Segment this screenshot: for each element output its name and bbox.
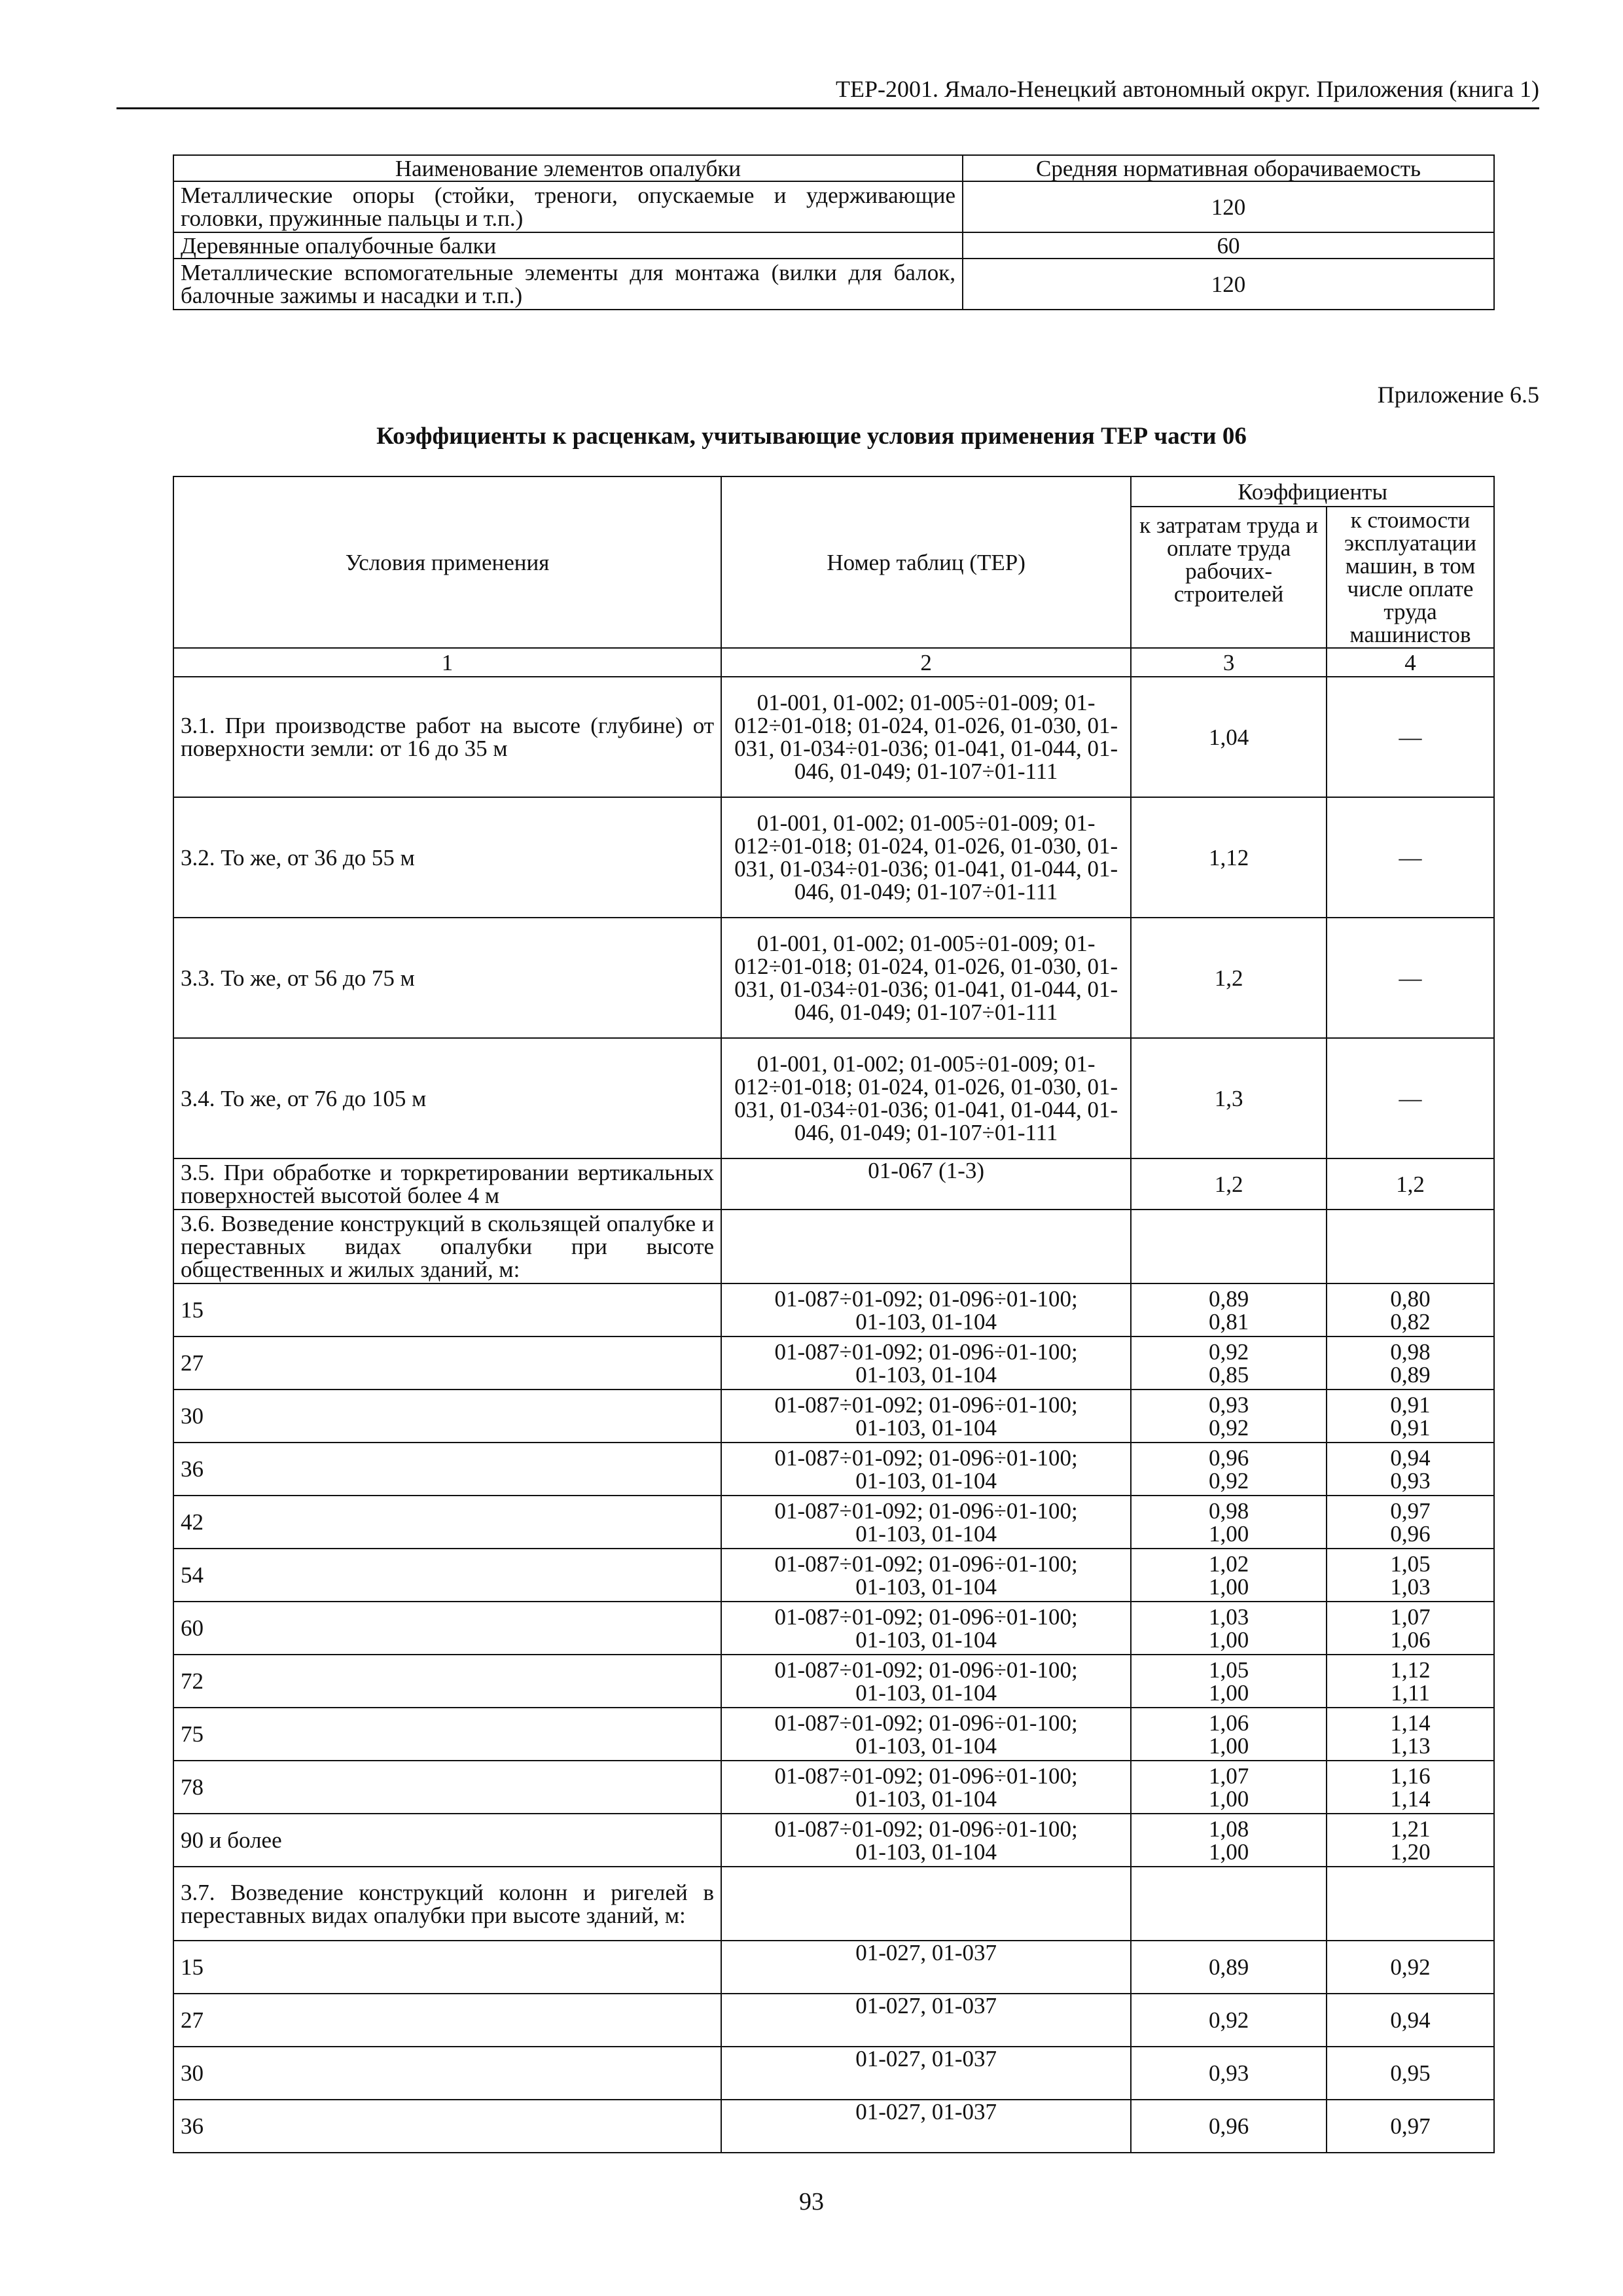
labor-coefficient-line: 0,92 bbox=[1209, 1414, 1249, 1441]
machine-coefficient-line: 0,80 bbox=[1390, 1285, 1431, 1312]
table-row bbox=[173, 1158, 1494, 1210]
tables-text bbox=[721, 1549, 1131, 1602]
empty-cell bbox=[1131, 1210, 1327, 1283]
condition-text: 3.2. То же, от 36 до 55 м bbox=[173, 797, 721, 918]
tables-text bbox=[721, 1283, 1131, 1336]
machine-coefficient bbox=[1327, 1655, 1494, 1708]
column-header-coefficients: Коэффициенты bbox=[1131, 476, 1494, 507]
tables-text-line: 01-087÷01-092; 01-096÷01-100; bbox=[774, 1551, 1078, 1577]
table-row bbox=[173, 2047, 1494, 2100]
empty-cell bbox=[1327, 1210, 1494, 1283]
tables-text-line: 01-103, 01-104 bbox=[855, 1414, 997, 1441]
machine-coefficient bbox=[1327, 1549, 1494, 1602]
machine-coefficient-line: 0,82 bbox=[1390, 1308, 1431, 1335]
tables-text: 01-027, 01-037 bbox=[721, 2047, 1131, 2100]
labor-coefficient-line: 1,00 bbox=[1209, 1732, 1249, 1759]
tables-text bbox=[721, 1443, 1131, 1496]
labor-coefficient: 1,2 bbox=[1131, 1158, 1327, 1210]
labor-coefficient-line: 0,92 bbox=[1209, 1338, 1249, 1365]
column-number: 1 bbox=[173, 648, 721, 677]
machine-coefficient: 1,2 bbox=[1327, 1158, 1494, 1210]
tables-text-line: 01-087÷01-092; 01-096÷01-100; bbox=[774, 1763, 1078, 1789]
table-row bbox=[173, 1443, 1494, 1496]
labor-coefficient-line: 0,93 bbox=[1209, 1391, 1249, 1418]
table-row bbox=[173, 1655, 1494, 1708]
machine-coefficient-line: 1,14 bbox=[1390, 1710, 1431, 1736]
section-heading-row bbox=[173, 1210, 1494, 1283]
machine-coefficient: — bbox=[1327, 797, 1494, 918]
table-row bbox=[173, 1602, 1494, 1655]
labor-coefficient bbox=[1131, 1602, 1327, 1655]
formwork-turnover-table bbox=[173, 154, 1495, 310]
tables-text bbox=[721, 1602, 1131, 1655]
tables-text-line: 01-103, 01-104 bbox=[855, 1679, 997, 1706]
machine-coefficient-line: 0,91 bbox=[1390, 1391, 1431, 1418]
condition-text: 3.3. То же, от 56 до 75 м bbox=[173, 918, 721, 1038]
column-number: 3 bbox=[1131, 648, 1327, 677]
table-row bbox=[173, 1390, 1494, 1443]
table-row bbox=[173, 1496, 1494, 1549]
section-heading-row bbox=[173, 1867, 1494, 1941]
labor-coefficient bbox=[1131, 1655, 1327, 1708]
labor-coefficient-line: 1,07 bbox=[1209, 1763, 1249, 1789]
column-header-elements: Наименование элементов опалубки bbox=[173, 155, 963, 181]
machine-coefficient: — bbox=[1327, 677, 1494, 797]
table-row bbox=[173, 1941, 1494, 1994]
tables-text bbox=[721, 1390, 1131, 1443]
building-height: 90 и более bbox=[173, 1814, 721, 1867]
labor-coefficient bbox=[1131, 1443, 1327, 1496]
labor-coefficient bbox=[1131, 1549, 1327, 1602]
building-height: 36 bbox=[173, 2100, 721, 2153]
machine-coefficient-line: 0,89 bbox=[1390, 1361, 1431, 1388]
table-header-row bbox=[173, 155, 1494, 181]
labor-coefficient bbox=[1131, 1390, 1327, 1443]
column-number-row bbox=[173, 648, 1494, 677]
labor-coefficient: 0,89 bbox=[1131, 1941, 1327, 1994]
machine-coefficient-line: 0,97 bbox=[1390, 1498, 1431, 1524]
machine-coefficient bbox=[1327, 1443, 1494, 1496]
table-row bbox=[173, 1761, 1494, 1814]
building-height: 30 bbox=[173, 1390, 721, 1443]
table-header-row bbox=[173, 476, 1494, 507]
turnover-value: 60 bbox=[963, 232, 1494, 259]
tables-text bbox=[721, 1814, 1131, 1867]
column-header-turnover: Средняя нормативная оборачиваемость bbox=[963, 155, 1494, 181]
tables-text: 01-001, 01-002; 01-005÷01-009; 01-012÷01-018; 01-024, 01-026, 01-030, 01-031, 01-034÷01-036; 01-041, 01-044, 01-046, 01-049; 01-107÷01-111 bbox=[721, 797, 1131, 918]
table-row bbox=[173, 1814, 1494, 1867]
section-heading: 3.6. Возведение конструкций в скользящей опалубке и переставных видах опалубки при высоте общественных и жилых зданий, м: bbox=[173, 1210, 721, 1283]
machine-coefficient bbox=[1327, 1283, 1494, 1336]
labor-coefficient-line: 1,03 bbox=[1209, 1604, 1249, 1630]
labor-coefficient bbox=[1131, 1283, 1327, 1336]
labor-coefficient: 1,04 bbox=[1131, 677, 1327, 797]
table-row bbox=[173, 1336, 1494, 1390]
machine-coefficient bbox=[1327, 1336, 1494, 1390]
table-row bbox=[173, 259, 1494, 310]
table-row bbox=[173, 677, 1494, 797]
machine-coefficient bbox=[1327, 1761, 1494, 1814]
empty-cell bbox=[721, 1210, 1131, 1283]
building-height: 42 bbox=[173, 1496, 721, 1549]
labor-coefficient-line: 1,02 bbox=[1209, 1551, 1249, 1577]
machine-coefficient-line: 0,91 bbox=[1390, 1414, 1431, 1441]
tables-text-line: 01-103, 01-104 bbox=[855, 1573, 997, 1600]
machine-coefficient-line: 1,07 bbox=[1390, 1604, 1431, 1630]
tables-text-line: 01-103, 01-104 bbox=[855, 1732, 997, 1759]
tables-text: 01-027, 01-037 bbox=[721, 1994, 1131, 2047]
page-number: 93 bbox=[799, 2188, 824, 2215]
tables-text-line: 01-103, 01-104 bbox=[855, 1467, 997, 1494]
table-row bbox=[173, 1708, 1494, 1761]
tables-text-line: 01-087÷01-092; 01-096÷01-100; bbox=[774, 1444, 1078, 1471]
machine-coefficient-line: 1,12 bbox=[1390, 1657, 1431, 1683]
table-row bbox=[173, 1994, 1494, 2047]
machine-coefficient: 0,92 bbox=[1327, 1941, 1494, 1994]
tables-text-line: 01-087÷01-092; 01-096÷01-100; bbox=[774, 1604, 1078, 1630]
labor-coefficient-line: 1,06 bbox=[1209, 1710, 1249, 1736]
turnover-value: 120 bbox=[963, 181, 1494, 232]
building-height: 27 bbox=[173, 1994, 721, 2047]
column-header-machines: к стоимости эксплуатации машин, в том числе оплате труда машинистов bbox=[1327, 507, 1494, 648]
appendix-label: Приложение 6.5 bbox=[1377, 382, 1539, 408]
machine-coefficient-line: 1,21 bbox=[1390, 1816, 1431, 1842]
column-header-conditions: Условия применения bbox=[173, 476, 721, 648]
machine-coefficient: — bbox=[1327, 1038, 1494, 1158]
machine-coefficient: 0,95 bbox=[1327, 2047, 1494, 2100]
labor-coefficient-line: 1,00 bbox=[1209, 1785, 1249, 1812]
element-name: Металлические вспомогательные элементы для монтажа (вилки для балок, балочные зажимы и насадки и т.п.) bbox=[173, 259, 963, 310]
labor-coefficient-line: 0,81 bbox=[1209, 1308, 1249, 1335]
tables-text-line: 01-103, 01-104 bbox=[855, 1308, 997, 1335]
tables-text: 01-027, 01-037 bbox=[721, 1941, 1131, 1994]
building-height: 54 bbox=[173, 1549, 721, 1602]
tables-text-line: 01-087÷01-092; 01-096÷01-100; bbox=[774, 1391, 1078, 1418]
labor-coefficient bbox=[1131, 1814, 1327, 1867]
labor-coefficient: 0,93 bbox=[1131, 2047, 1327, 2100]
table-row bbox=[173, 232, 1494, 259]
machine-coefficient-line: 1,03 bbox=[1390, 1573, 1431, 1600]
labor-coefficient-line: 1,05 bbox=[1209, 1657, 1249, 1683]
tables-text bbox=[721, 1708, 1131, 1761]
machine-coefficient-line: 1,16 bbox=[1390, 1763, 1431, 1789]
condition-text: 3.5. При обработке и торкретировании вертикальных поверхностей высотой более 4 м bbox=[173, 1158, 721, 1210]
table-row bbox=[173, 918, 1494, 1038]
column-number: 4 bbox=[1327, 648, 1494, 677]
tables-text-line: 01-103, 01-104 bbox=[855, 1785, 997, 1812]
empty-cell bbox=[721, 1867, 1131, 1941]
element-name: Металлические опоры (стойки, треноги, опускаемые и удерживающие головки, пружинные пальцы и т.п.) bbox=[173, 181, 963, 232]
tables-text-line: 01-087÷01-092; 01-096÷01-100; bbox=[774, 1498, 1078, 1524]
building-height: 27 bbox=[173, 1336, 721, 1390]
condition-text: 3.1. При производстве работ на высоте (глубине) от поверхности земли: от 16 до 35 м bbox=[173, 677, 721, 797]
column-header-tables: Номер таблиц (ТЕР) bbox=[721, 476, 1131, 648]
machine-coefficient: 0,94 bbox=[1327, 1994, 1494, 2047]
machine-coefficient bbox=[1327, 1390, 1494, 1443]
turnover-value: 120 bbox=[963, 259, 1494, 310]
labor-coefficient-line: 0,89 bbox=[1209, 1285, 1249, 1312]
labor-coefficient bbox=[1131, 1336, 1327, 1390]
building-height: 30 bbox=[173, 2047, 721, 2100]
building-height: 72 bbox=[173, 1655, 721, 1708]
tables-text-line: 01-103, 01-104 bbox=[855, 1520, 997, 1547]
tables-text bbox=[721, 1655, 1131, 1708]
tables-text-line: 01-103, 01-104 bbox=[855, 1361, 997, 1388]
building-height: 75 bbox=[173, 1708, 721, 1761]
element-name: Деревянные опалубочные балки bbox=[173, 232, 963, 259]
labor-coefficient-line: 1,00 bbox=[1209, 1626, 1249, 1653]
machine-coefficient-line: 0,98 bbox=[1390, 1338, 1431, 1365]
labor-coefficient: 1,3 bbox=[1131, 1038, 1327, 1158]
tables-text bbox=[721, 1496, 1131, 1549]
table-row bbox=[173, 797, 1494, 918]
machine-coefficient-line: 1,05 bbox=[1390, 1551, 1431, 1577]
coefficients-table bbox=[173, 476, 1495, 2153]
column-header-labor: к затратам труда и оплате труда рабочих-строителей bbox=[1131, 507, 1327, 648]
machine-coefficient-line: 1,13 bbox=[1390, 1732, 1431, 1759]
machine-coefficient bbox=[1327, 1708, 1494, 1761]
labor-coefficient bbox=[1131, 1761, 1327, 1814]
table-row bbox=[173, 181, 1494, 232]
tables-text: 01-001, 01-002; 01-005÷01-009; 01-012÷01-018; 01-024, 01-026, 01-030, 01-031, 01-034÷01-036; 01-041, 01-044, 01-046, 01-049; 01-107÷01-111 bbox=[721, 918, 1131, 1038]
machine-coefficient-line: 0,93 bbox=[1390, 1467, 1431, 1494]
page-title: Коэффициенты к расценкам, учитывающие условия применения ТЕР части 06 bbox=[376, 423, 1247, 450]
running-header bbox=[116, 77, 1539, 109]
labor-coefficient-line: 0,92 bbox=[1209, 1467, 1249, 1494]
machine-coefficient-line: 1,11 bbox=[1391, 1679, 1430, 1706]
labor-coefficient-line: 1,00 bbox=[1209, 1679, 1249, 1706]
labor-coefficient-line: 0,85 bbox=[1209, 1361, 1249, 1388]
labor-coefficient-line: 0,98 bbox=[1209, 1498, 1249, 1524]
labor-coefficient: 0,92 bbox=[1131, 1994, 1327, 2047]
machine-coefficient-line: 1,06 bbox=[1390, 1626, 1431, 1653]
labor-coefficient-line: 0,96 bbox=[1209, 1444, 1249, 1471]
column-number: 2 bbox=[721, 648, 1131, 677]
labor-coefficient-line: 1,00 bbox=[1209, 1573, 1249, 1600]
tables-text bbox=[721, 1336, 1131, 1390]
machine-coefficient bbox=[1327, 1602, 1494, 1655]
machine-coefficient bbox=[1327, 1496, 1494, 1549]
tables-text-line: 01-087÷01-092; 01-096÷01-100; bbox=[774, 1285, 1078, 1312]
building-height: 60 bbox=[173, 1602, 721, 1655]
labor-coefficient bbox=[1131, 1496, 1327, 1549]
building-height: 15 bbox=[173, 1941, 721, 1994]
tables-text bbox=[721, 1761, 1131, 1814]
tables-text: 01-001, 01-002; 01-005÷01-009; 01-012÷01-018; 01-024, 01-026, 01-030, 01-031, 01-034÷01-036; 01-041, 01-044, 01-046, 01-049; 01-107÷01-111 bbox=[721, 677, 1131, 797]
building-height: 78 bbox=[173, 1761, 721, 1814]
table-row bbox=[173, 1038, 1494, 1158]
labor-coefficient-line: 1,08 bbox=[1209, 1816, 1249, 1842]
tables-text-line: 01-103, 01-104 bbox=[855, 1839, 997, 1865]
tables-text-line: 01-087÷01-092; 01-096÷01-100; bbox=[774, 1816, 1078, 1842]
labor-coefficient bbox=[1131, 1708, 1327, 1761]
empty-cell bbox=[1327, 1867, 1494, 1941]
section-heading: 3.7. Возведение конструкций колонн и ригелей в переставных видах опалубки при высоте зданий, м: bbox=[173, 1867, 721, 1941]
empty-cell bbox=[1131, 1867, 1327, 1941]
labor-coefficient: 1,2 bbox=[1131, 918, 1327, 1038]
running-title: ТЕР-2001. Ямало-Ненецкий автономный округ. Приложения (книга 1) bbox=[836, 76, 1539, 102]
tables-text: 01-001, 01-002; 01-005÷01-009; 01-012÷01-018; 01-024, 01-026, 01-030, 01-031, 01-034÷01-036; 01-041, 01-044, 01-046, 01-049; 01-107÷01-111 bbox=[721, 1038, 1131, 1158]
machine-coefficient bbox=[1327, 1814, 1494, 1867]
table-row bbox=[173, 1549, 1494, 1602]
machine-coefficient: 0,97 bbox=[1327, 2100, 1494, 2153]
tables-text-line: 01-103, 01-104 bbox=[855, 1626, 997, 1653]
machine-coefficient-line: 0,96 bbox=[1390, 1520, 1431, 1547]
tables-text: 01-027, 01-037 bbox=[721, 2100, 1131, 2153]
machine-coefficient-line: 0,94 bbox=[1390, 1444, 1431, 1471]
table-row bbox=[173, 2100, 1494, 2153]
tables-text-line: 01-087÷01-092; 01-096÷01-100; bbox=[774, 1338, 1078, 1365]
tables-text-line: 01-087÷01-092; 01-096÷01-100; bbox=[774, 1710, 1078, 1736]
machine-coefficient-line: 1,20 bbox=[1390, 1839, 1431, 1865]
condition-text: 3.4. То же, от 76 до 105 м bbox=[173, 1038, 721, 1158]
building-height: 36 bbox=[173, 1443, 721, 1496]
tables-text-line: 01-087÷01-092; 01-096÷01-100; bbox=[774, 1657, 1078, 1683]
machine-coefficient-line: 1,14 bbox=[1390, 1785, 1431, 1812]
machine-coefficient: — bbox=[1327, 918, 1494, 1038]
labor-coefficient: 1,12 bbox=[1131, 797, 1327, 918]
labor-coefficient-line: 1,00 bbox=[1209, 1520, 1249, 1547]
tables-text: 01-067 (1-3) bbox=[721, 1158, 1131, 1210]
labor-coefficient-line: 1,00 bbox=[1209, 1839, 1249, 1865]
table-row bbox=[173, 1283, 1494, 1336]
building-height: 15 bbox=[173, 1283, 721, 1336]
labor-coefficient: 0,96 bbox=[1131, 2100, 1327, 2153]
